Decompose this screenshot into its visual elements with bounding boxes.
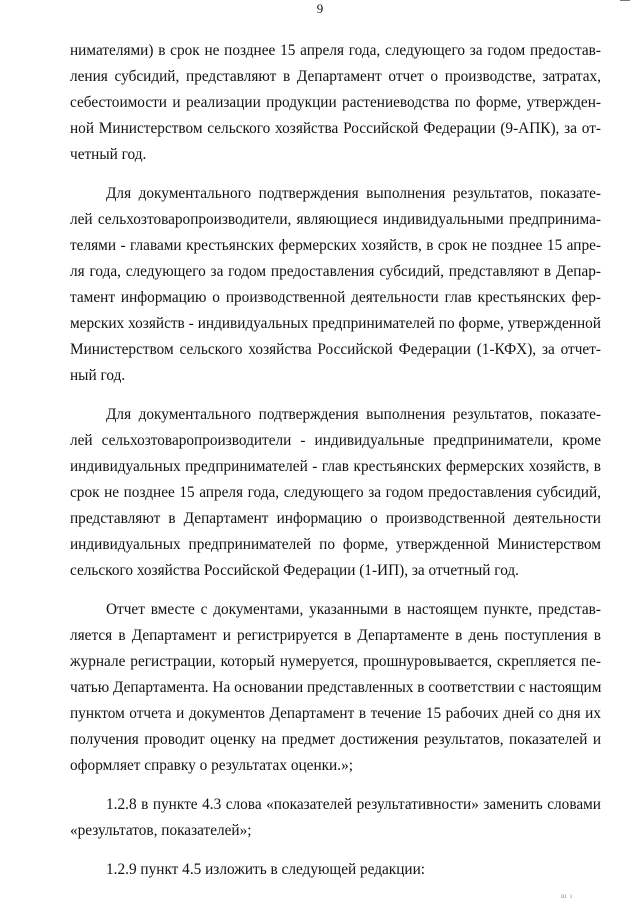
text-line: оформляет справку о результатах оценки.»; [70,757,353,774]
text-line: «результатов, показателей»; [70,822,252,839]
text-line: нимателями) в срок не позднее 15 апреля года, следующего за годом предостав- [70,42,601,59]
text-line: четный год. [70,146,147,163]
text-line: ляется в Департамент и регистрируется в Департаменте в день поступления в [70,627,601,644]
text-line: 1.2.8 в пункте 4.3 слова «показателей результативности» заменить словами [106,796,601,813]
text-line: представляют в Департамент информацию о производственной деятельности [70,510,601,527]
text-line: срок не позднее 15 апреля года, следующего за годом предоставления субсидий, [70,484,601,501]
text-line: лей сельхозтоваропроизводители - индивидуальные предприниматели, кроме [70,432,601,449]
text-line: Отчет вместе с документами, указанными в настоящем пункте, представ- [106,601,601,618]
text-line: Для документального подтверждения выполнения результатов, показате- [106,185,601,202]
text-line: ления субсидий, представляют в Департамент отчет о производстве, затратах, [70,68,601,85]
text-line: Министерством сельского хозяйства Российской Федерации (1-КФХ), за отчет- [70,341,601,358]
text-line: ной Министерством сельского хозяйства Российской Федерации (9-АПК), за от- [70,120,601,137]
page-number: 9 [316,1,324,16]
text-line: ля года, следующего за годом предоставления субсидий, представляют в Депар- [70,263,601,280]
text-line: индивидуальных предпринимателей по форме, утвержденной Министерством [70,536,601,553]
text-line: мерских хозяйств - индивидуальных предпринимателей по форме, утвержденной [70,315,601,332]
text-line: чатью Департамента. На основании представленных в соответствии с настоящим [70,679,602,696]
text-line: журнале регистрации, который нумеруется, прошнуровывается, скрепляется пе- [70,653,601,670]
text-line: телями - главами крестьянских фермерских хозяйств, в срок не позднее 15 апре- [70,237,601,254]
text-line: индивидуальных предпринимателей - глав крестьянских фермерских хозяйств, в [70,458,601,475]
scan-artifact-mark: ш ı [561,892,574,900]
text-line: получения проводит оценку на предмет достижения результатов, показателей и [70,731,601,748]
text-line: 1.2.9 пункт 4.5 изложить в следующей редакции: [106,861,426,878]
text-line: себестоимости и реализации продукции растениеводства по форме, утвержден- [70,94,601,111]
text-line: лей сельхозтоваропроизводители, являющиеся индивидуальными предпринима- [70,211,601,228]
text-line: Для документального подтверждения выполнения результатов, показате- [106,406,601,423]
text-line: пунктом отчета и документов Департамент в течение 15 рабочих дней со дня их [70,705,601,722]
text-line: сельского хозяйства Российской Федерации (1-ИП), за отчетный год. [70,562,520,579]
text-line: тамент информацию о производственной деятельности глав крестьянских фер- [70,289,601,306]
text-line: ный год. [70,367,126,384]
